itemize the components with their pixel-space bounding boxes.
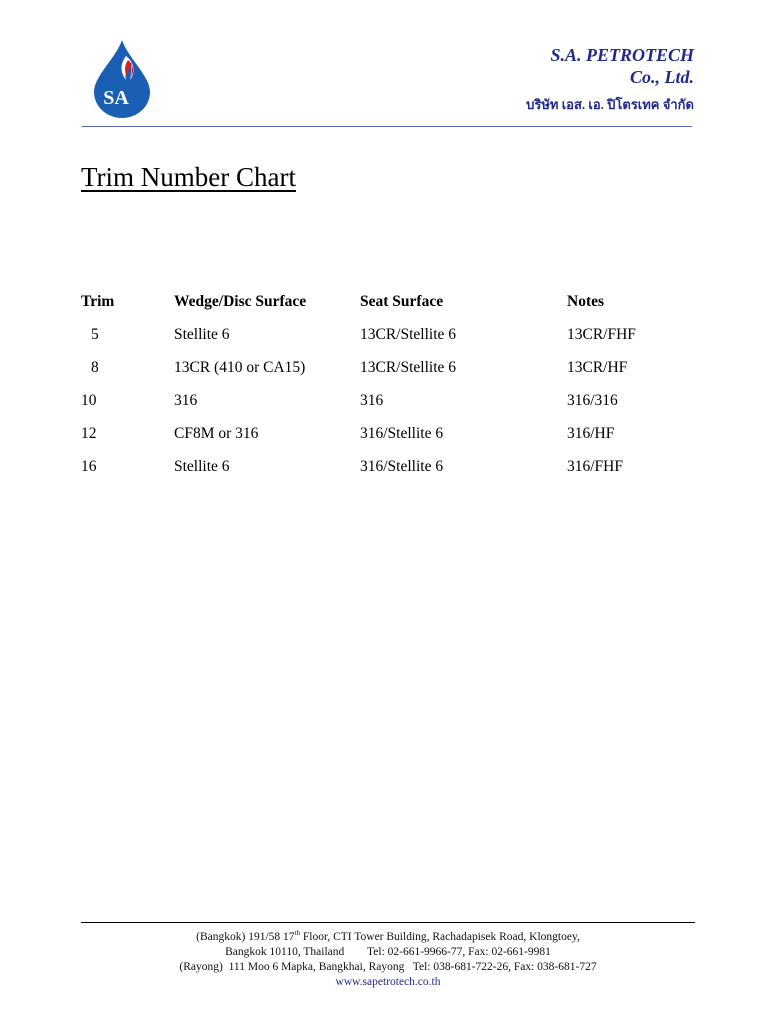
header-seat: Seat Surface <box>360 293 444 310</box>
footer-bangkok-line1: (Bangkok) 191/58 17th Floor, CTI Tower Building, Rachadapisek Road, Klongtoey, <box>196 929 580 943</box>
page-title: Trim Number Chart <box>81 162 296 192</box>
footer-website-link[interactable]: www.sapetrotech.co.th <box>335 975 441 988</box>
table-row <box>81 458 707 491</box>
table-row <box>81 425 707 458</box>
cell-trim: 10 <box>81 392 97 409</box>
cell-wedge: 13CR (410 or CA15) <box>174 359 306 376</box>
logo-text: SA <box>103 87 129 109</box>
cell-trim: 12 <box>81 425 97 442</box>
company-block <box>526 44 694 115</box>
table-header-row <box>81 293 707 326</box>
cell-notes: 316/FHF <box>567 458 623 475</box>
footer-rayong-line: (Rayong) 111 Moo 6 Mapka, Bangkhai, Rayong Tel: 038-681-722-26, Fax: 038-681-727 <box>179 960 597 973</box>
company-name: S.A. PETROTECH <box>550 45 694 65</box>
cell-seat: 13CR/Stellite 6 <box>360 359 457 376</box>
cell-wedge: CF8M or 316 <box>174 425 259 442</box>
footer-bangkok-line2: Bangkok 10110, Thailand Tel: 02-661-9966-77, Fax: 02-661-9981 <box>225 945 551 958</box>
table-row <box>81 326 707 359</box>
cell-trim: 8 <box>91 359 99 376</box>
header-notes: Notes <box>567 293 605 310</box>
cell-seat: 13CR/Stellite 6 <box>360 326 457 343</box>
company-logo <box>86 38 158 118</box>
table-row <box>81 392 707 425</box>
cell-notes: 316/HF <box>567 425 615 442</box>
cell-seat: 316 <box>360 392 384 409</box>
header-divider <box>82 126 692 127</box>
cell-notes: 13CR/FHF <box>567 326 636 343</box>
cell-wedge: Stellite 6 <box>174 326 230 343</box>
header-trim: Trim <box>81 293 115 310</box>
header-wedge: Wedge/Disc Surface <box>174 293 307 310</box>
cell-notes: 13CR/HF <box>567 359 628 376</box>
cell-trim: 5 <box>91 326 99 343</box>
cell-wedge: 316 <box>174 392 198 409</box>
cell-seat: 316/Stellite 6 <box>360 425 444 442</box>
company-thai-name: บริษัท เอส. เอ. ปิโตรเทค จำกัด <box>526 97 694 112</box>
table-row <box>81 359 707 392</box>
cell-seat: 316/Stellite 6 <box>360 458 444 475</box>
company-suffix: Co., Ltd. <box>629 67 694 87</box>
cell-wedge: Stellite 6 <box>174 458 230 475</box>
trim-table <box>81 293 707 491</box>
cell-trim: 16 <box>81 458 97 475</box>
footer-address <box>81 926 695 990</box>
footer-divider <box>81 922 695 923</box>
cell-notes: 316/316 <box>567 392 618 409</box>
